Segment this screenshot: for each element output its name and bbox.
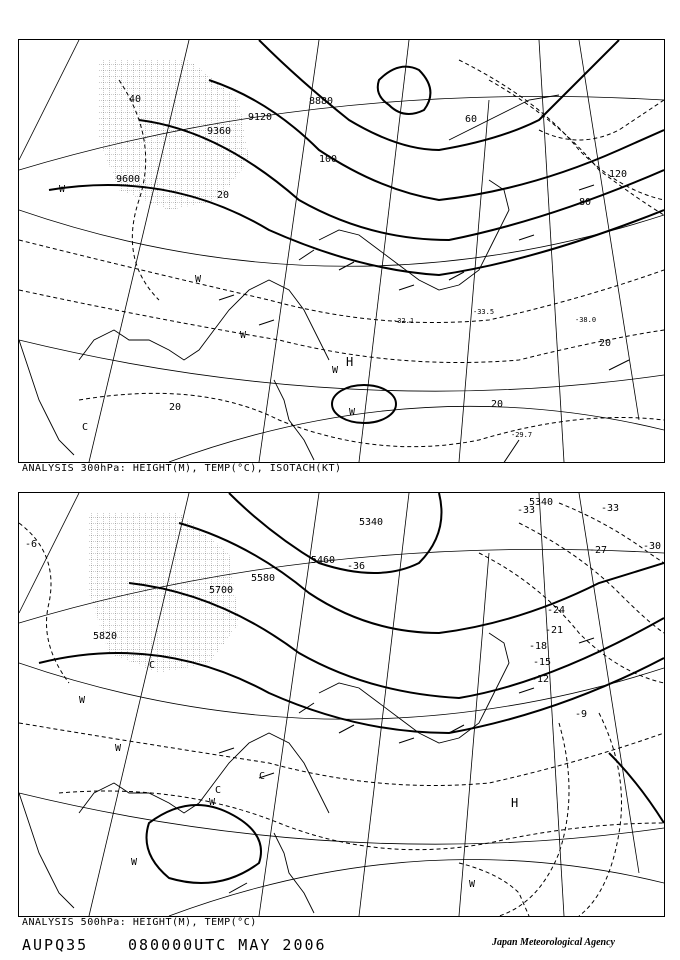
height-label-5700: 5700 <box>209 585 234 596</box>
caption-300hpa: ANALYSIS 300hPa: HEIGHT(M), TEMP(°C), ISOTACH(KT) <box>22 463 342 474</box>
warm-center-marker: W <box>332 365 339 376</box>
temp-label: -36 <box>347 561 366 572</box>
temp-label: -33 <box>517 505 536 516</box>
isotach-label: 80 <box>579 197 592 208</box>
height-label-5820: 5820 <box>93 631 118 642</box>
isotach-label: 100 <box>319 154 338 165</box>
warm-center-marker: W <box>195 274 202 285</box>
temp-label: -33.5 <box>473 308 495 316</box>
coastlines <box>19 95 559 460</box>
isotach-label: 20 <box>599 338 612 349</box>
isotach-label: 20 <box>217 190 230 201</box>
cold-center-marker: C <box>259 771 266 782</box>
warm-center-marker: W <box>59 184 66 195</box>
isotach-label: 120 <box>609 169 628 180</box>
temp-label: -18 <box>529 641 548 652</box>
map-300hpa-svg <box>19 40 664 462</box>
temp-label: -9 <box>575 709 588 720</box>
temp-label: -38.0 <box>575 316 597 324</box>
temp-label: -29.7 <box>511 431 533 439</box>
warm-center-marker: W <box>79 695 86 706</box>
height-label-5460: 5460 <box>311 555 336 566</box>
high-center-marker: H <box>511 796 519 810</box>
temp-label: -33 <box>601 503 620 514</box>
isotach-label: 20 <box>491 399 504 410</box>
height-label-5340: 5340 <box>529 497 554 508</box>
height-label-9360: 9360 <box>207 126 232 137</box>
isotach-label: 20 <box>169 402 182 413</box>
caption-500hpa: ANALYSIS 500hPa: HEIGHT(M), TEMP(°C) <box>22 917 257 928</box>
height-label-5340: 5340 <box>359 517 384 528</box>
warm-center-marker: W <box>349 407 356 418</box>
height-label-9120: 9120 <box>248 112 273 123</box>
map-panel-300hpa <box>18 39 665 463</box>
temp-label: -6 <box>25 539 38 550</box>
agency-name: Japan Meteorological Agency <box>492 937 615 948</box>
warm-center-marker: W <box>469 879 476 890</box>
warm-center-marker: W <box>240 330 247 341</box>
map-500hpa-svg <box>19 493 664 916</box>
chart-id: AUPQ35 <box>22 936 89 954</box>
warm-center-marker: W <box>209 797 216 808</box>
temp-label: -21 <box>545 625 564 636</box>
warm-center-marker: W <box>115 743 122 754</box>
isotach-label: 60 <box>465 114 478 125</box>
temp-label: -12 <box>531 674 550 685</box>
high-center-marker: H <box>346 355 354 369</box>
cold-center-marker: C <box>149 660 156 671</box>
temp-label: -27 <box>589 545 608 556</box>
height-label-5580: 5580 <box>251 573 276 584</box>
cold-center-marker: C <box>215 785 222 796</box>
temp-label: -32.1 <box>393 317 415 325</box>
isotach-label: 40 <box>129 94 142 105</box>
map-panel-500hpa <box>18 492 665 917</box>
height-label-9600: 9600 <box>116 174 141 185</box>
warm-center-marker: W <box>131 857 138 868</box>
cold-center-marker: C <box>82 422 89 433</box>
valid-time: 080000UTC MAY 2006 <box>128 936 327 954</box>
temp-label: -30 <box>643 541 662 552</box>
temp-label: -15 <box>533 657 552 668</box>
temp-label: -24 <box>547 605 566 616</box>
height-label-8880: 8880 <box>309 96 334 107</box>
